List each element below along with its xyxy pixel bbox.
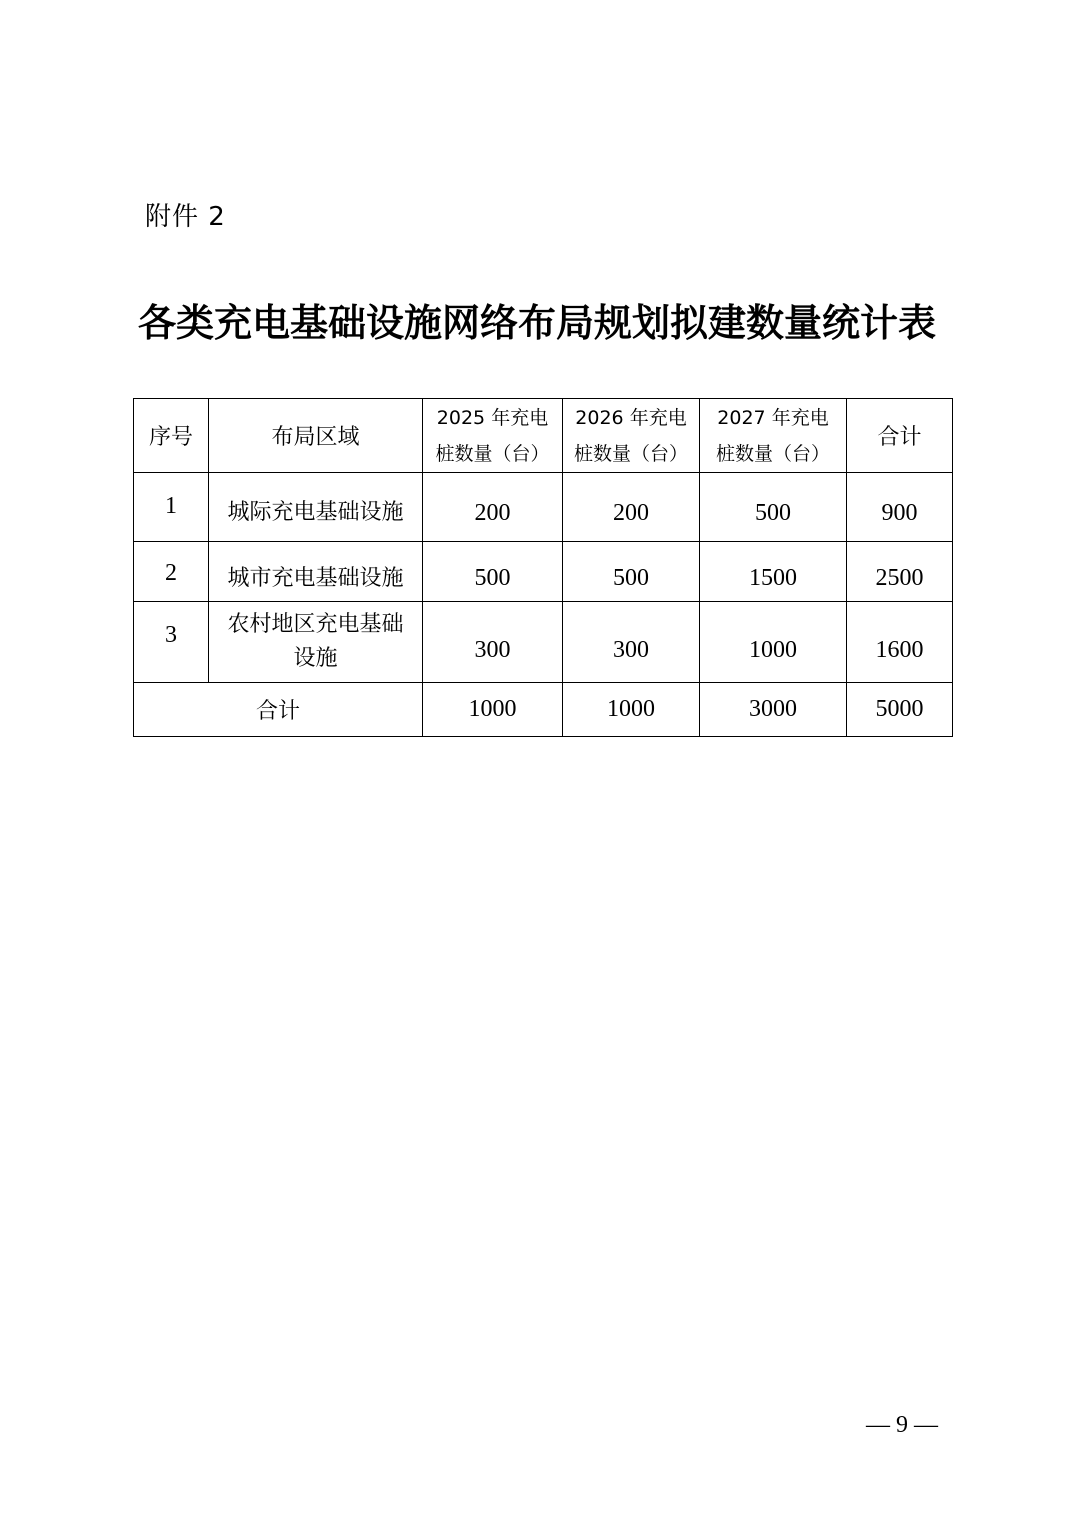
row-region-line2: 设施: [293, 646, 338, 671]
table-header-row: [134, 399, 953, 473]
row-region: 城际充电基础设施: [209, 473, 423, 542]
row-region: [209, 602, 423, 683]
row-2025: 200: [423, 473, 563, 542]
header-2027-line2: 桩数量（台）: [715, 442, 830, 465]
attachment-label: 附件 2: [145, 202, 226, 232]
row-seq: 3: [134, 602, 209, 683]
header-2027: [700, 399, 847, 473]
row-2027: 1000: [700, 602, 847, 683]
row-seq: 1: [134, 473, 209, 542]
header-region: 布局区域: [209, 399, 423, 473]
row-total: 1600: [847, 602, 953, 683]
table-total-row: [134, 683, 953, 737]
row-total: 900: [847, 473, 953, 542]
header-total: 合计: [847, 399, 953, 473]
row-total: 2500: [847, 542, 953, 602]
header-2027-line1: 2027 年充电: [717, 406, 829, 429]
header-2026: [563, 399, 700, 473]
total-2025: 1000: [423, 683, 563, 737]
statistics-table: [133, 398, 953, 737]
document-title: 各类充电基础设施网络布局规划拟建数量统计表: [137, 300, 936, 345]
table-row: [134, 542, 953, 602]
row-region-line1: 农村地区充电基础: [227, 612, 404, 637]
row-2027: 1500: [700, 542, 847, 602]
total-label: 合计: [134, 683, 423, 737]
row-2026: 300: [563, 602, 700, 683]
table-row: [134, 473, 953, 542]
table-row: [134, 602, 953, 683]
total-2026: 1000: [563, 683, 700, 737]
header-seq: 序号: [134, 399, 209, 473]
header-2025-line2: 桩数量（台）: [435, 442, 550, 465]
row-2026: 200: [563, 473, 700, 542]
header-2026-line2: 桩数量（台）: [573, 442, 688, 465]
row-seq: 2: [134, 542, 209, 602]
row-region: 城市充电基础设施: [209, 542, 423, 602]
header-2025-line1: 2025 年充电: [436, 406, 549, 429]
row-2025: 300: [423, 602, 563, 683]
total-2027: 3000: [700, 683, 847, 737]
header-2025: [423, 399, 563, 473]
total-total: 5000: [847, 683, 953, 737]
header-2026-line1: 2026 年充电: [575, 406, 687, 429]
row-2027: 500: [700, 473, 847, 542]
row-2025: 500: [423, 542, 563, 602]
row-2026: 500: [563, 542, 700, 602]
page-number: — 9 —: [866, 1412, 938, 1438]
